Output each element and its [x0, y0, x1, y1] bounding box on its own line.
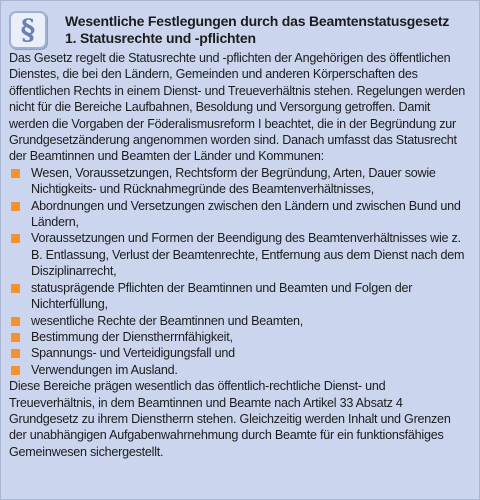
square-bullet-icon: [11, 202, 20, 211]
box-title: Wesentliche Festlegungen durch das Beamtenstatusgesetz: [65, 13, 450, 29]
square-bullet-icon: [11, 333, 20, 342]
square-bullet-icon: [11, 234, 20, 243]
outro-paragraph: Diese Bereiche prägen wesentlich das öffentlich-rechtliche Dienst- und Treueverhältnis, in dem Beamtinnen und Beamte nach Artikel 33 Absatz 4 Grundgesetz zu ihrem Dienstherrn stehen. Gleichzeitig werden Inhalt und Grenzen der unabhängigen Aufgabenwahrnehmung durch Beamte für ein funktionsfähiges Gemeinwesen sichergestellt.: [9, 379, 451, 459]
paragraph-section-icon: §: [9, 11, 47, 49]
list-item: Abordnungen und Versetzungen zwischen den Ländern und zwischen Bund und Ländern,: [9, 198, 469, 231]
intro-paragraph: Das Gesetz regelt die Statusrechte und -pflichten der Angehörigen des öffentlichen Dienstes, die bei den Ländern, Gemeinden und anderen Körperschaften des öffentlichen Rechts in einem Dienst- und Treueverhältnis stehen. Regelungen werden nicht für die Bereiche Laufbahnen, Besoldung und Versorgung getroffen. Damit werden die Vorgaben der Föderalismusreform I beachtet, die in der Begründung zur Grundgesetzänderung angenommen worden sind. Danach umfasst das Statusrecht der Beamtinnen und Beamten der Länder und Kommunen:: [9, 51, 466, 164]
title-block: [65, 13, 469, 47]
box-content: [9, 50, 469, 460]
list-item: Spannungs- und Verteidigungsfall und: [9, 345, 469, 361]
square-bullet-icon: [11, 169, 20, 178]
square-bullet-icon: [11, 366, 20, 375]
square-bullet-icon: [11, 284, 20, 293]
box-header: [9, 13, 469, 49]
list-item: Bestimmung der Dienstherrnfähigkeit,: [9, 329, 469, 345]
square-bullet-icon: [11, 317, 20, 326]
list-item: statusprägende Pflichten der Beamtinnen und Beamten und Folgen der Nichterfüllung,: [9, 280, 469, 313]
list-item: Voraussetzungen und Formen der Beendigung des Beamtenverhältnisses wie z. B. Entlassung, Verlust der Beamtenrechte, Entfernung aus dem Dienst nach dem Disziplinarrecht,: [9, 230, 469, 279]
list-item: Wesen, Voraussetzungen, Rechtsform der Begründung, Arten, Dauer sowie Nichtigkeits- und Rücknahmegründe des Beamtenverhältnisses,: [9, 165, 469, 198]
square-bullet-icon: [11, 349, 20, 358]
list-item: Verwendungen im Ausland.: [9, 362, 469, 378]
status-rights-list: [9, 165, 469, 378]
list-item: wesentliche Rechte der Beamtinnen und Beamten,: [9, 313, 469, 329]
box-subtitle: 1. Statusrechte und -pflichten: [65, 30, 256, 46]
